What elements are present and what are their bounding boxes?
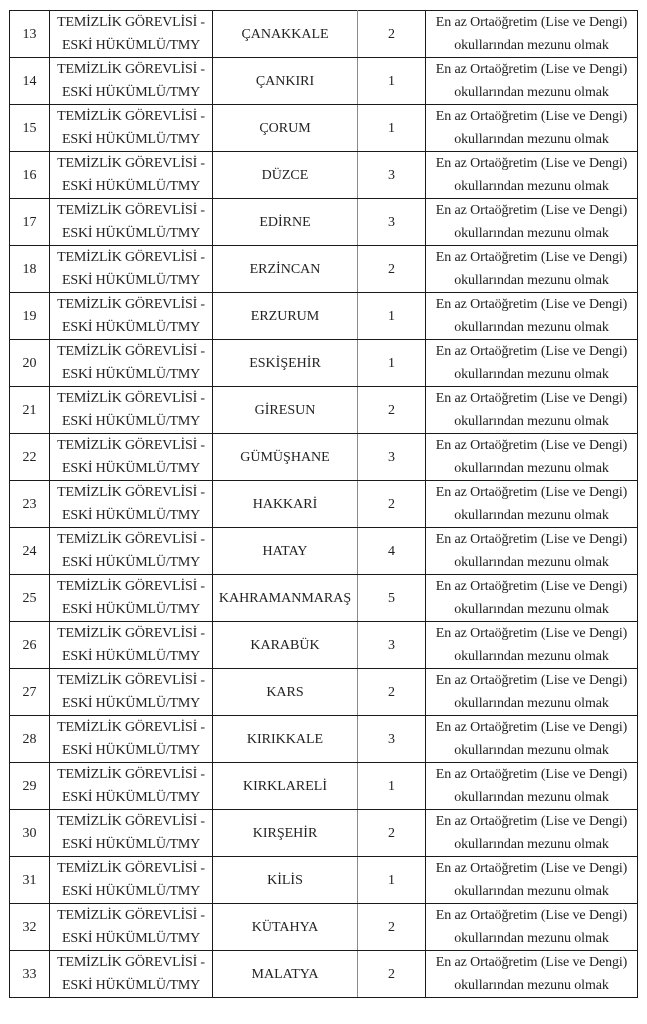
row-number-cell: 20 — [10, 340, 50, 387]
requirement-line-1: En az Ortaöğretim (Lise ve Dengi) — [435, 15, 628, 30]
position-title-line-1: TEMİZLİK GÖREVLİSİ - — [57, 532, 205, 547]
position-title-cell — [50, 246, 213, 293]
vacancy-count-cell: 1 — [358, 293, 426, 340]
requirement-line-1: En az Ortaöğretim (Lise ve Dengi) — [435, 297, 628, 312]
table-row — [10, 11, 638, 58]
requirement-cell — [426, 387, 638, 434]
table-row — [10, 528, 638, 575]
position-title-line-2: ESKİ HÜKÜMLÜ/TMY — [62, 602, 200, 617]
vacancy-table-body — [10, 11, 638, 998]
province-cell: ERZİNCAN — [213, 246, 358, 293]
requirement-line-2: okullarından mezunu olmak — [454, 790, 609, 805]
position-title-cell — [50, 951, 213, 998]
province-cell: KİLİS — [213, 857, 358, 904]
requirement-line-2: okullarından mezunu olmak — [454, 226, 609, 241]
row-number-cell: 26 — [10, 622, 50, 669]
requirement-line-1: En az Ortaöğretim (Lise ve Dengi) — [435, 579, 628, 594]
requirement-cell — [426, 246, 638, 293]
vacancy-count-cell: 2 — [358, 481, 426, 528]
requirement-cell — [426, 763, 638, 810]
province-cell: KÜTAHYA — [213, 904, 358, 951]
table-row — [10, 340, 638, 387]
table-row — [10, 716, 638, 763]
row-number-cell: 24 — [10, 528, 50, 575]
requirement-line-1: En az Ortaöğretim (Lise ve Dengi) — [435, 767, 628, 782]
requirement-line-2: okullarından mezunu olmak — [454, 555, 609, 570]
row-number-cell: 31 — [10, 857, 50, 904]
table-row — [10, 199, 638, 246]
vacancy-count-cell: 1 — [358, 340, 426, 387]
position-title-line-1: TEMİZLİK GÖREVLİSİ - — [57, 814, 205, 829]
requirement-line-2: okullarından mezunu olmak — [454, 414, 609, 429]
requirement-line-2: okullarından mezunu olmak — [454, 461, 609, 476]
requirement-line-1: En az Ortaöğretim (Lise ve Dengi) — [435, 156, 628, 171]
position-title-line-2: ESKİ HÜKÜMLÜ/TMY — [62, 555, 200, 570]
position-title-line-1: TEMİZLİK GÖREVLİSİ - — [57, 626, 205, 641]
position-title-line-1: TEMİZLİK GÖREVLİSİ - — [57, 720, 205, 735]
position-title-line-1: TEMİZLİK GÖREVLİSİ - — [57, 579, 205, 594]
row-number-cell: 18 — [10, 246, 50, 293]
requirement-cell — [426, 152, 638, 199]
requirement-line-2: okullarından mezunu olmak — [454, 602, 609, 617]
position-title-cell — [50, 622, 213, 669]
position-title-cell — [50, 293, 213, 340]
vacancy-count-cell: 2 — [358, 246, 426, 293]
requirement-cell — [426, 622, 638, 669]
position-title-line-2: ESKİ HÜKÜMLÜ/TMY — [62, 790, 200, 805]
province-cell: ÇANAKKALE — [213, 11, 358, 58]
province-cell: GİRESUN — [213, 387, 358, 434]
position-title-line-2: ESKİ HÜKÜMLÜ/TMY — [62, 837, 200, 852]
position-title-line-2: ESKİ HÜKÜMLÜ/TMY — [62, 414, 200, 429]
row-number-cell: 21 — [10, 387, 50, 434]
requirement-line-2: okullarından mezunu olmak — [454, 743, 609, 758]
position-title-cell — [50, 387, 213, 434]
province-cell: KARS — [213, 669, 358, 716]
position-title-line-1: TEMİZLİK GÖREVLİSİ - — [57, 297, 205, 312]
row-number-cell: 33 — [10, 951, 50, 998]
requirement-cell — [426, 105, 638, 152]
position-title-cell — [50, 481, 213, 528]
requirement-line-2: okullarından mezunu olmak — [454, 931, 609, 946]
vacancy-count-cell: 2 — [358, 11, 426, 58]
vacancy-count-cell: 2 — [358, 810, 426, 857]
position-title-line-2: ESKİ HÜKÜMLÜ/TMY — [62, 978, 200, 993]
requirement-cell — [426, 951, 638, 998]
position-title-line-1: TEMİZLİK GÖREVLİSİ - — [57, 250, 205, 265]
province-cell: GÜMÜŞHANE — [213, 434, 358, 481]
table-row — [10, 575, 638, 622]
row-number-cell: 19 — [10, 293, 50, 340]
vacancy-count-cell: 2 — [358, 951, 426, 998]
position-title-line-1: TEMİZLİK GÖREVLİSİ - — [57, 203, 205, 218]
province-cell: KIRŞEHİR — [213, 810, 358, 857]
position-title-line-2: ESKİ HÜKÜMLÜ/TMY — [62, 884, 200, 899]
position-title-line-1: TEMİZLİK GÖREVLİSİ - — [57, 15, 205, 30]
position-title-line-2: ESKİ HÜKÜMLÜ/TMY — [62, 132, 200, 147]
requirement-cell — [426, 575, 638, 622]
requirement-line-1: En az Ortaöğretim (Lise ve Dengi) — [435, 955, 628, 970]
table-row — [10, 293, 638, 340]
table-row — [10, 810, 638, 857]
row-number-cell: 17 — [10, 199, 50, 246]
row-number-cell: 30 — [10, 810, 50, 857]
position-title-cell — [50, 669, 213, 716]
requirement-line-1: En az Ortaöğretim (Lise ve Dengi) — [435, 391, 628, 406]
position-title-line-1: TEMİZLİK GÖREVLİSİ - — [57, 908, 205, 923]
position-title-line-1: TEMİZLİK GÖREVLİSİ - — [57, 485, 205, 500]
row-number-cell: 15 — [10, 105, 50, 152]
requirement-line-1: En az Ortaöğretim (Lise ve Dengi) — [435, 720, 628, 735]
requirement-cell — [426, 434, 638, 481]
position-title-line-1: TEMİZLİK GÖREVLİSİ - — [57, 391, 205, 406]
position-title-cell — [50, 716, 213, 763]
requirement-cell — [426, 669, 638, 716]
position-title-cell — [50, 199, 213, 246]
table-row — [10, 622, 638, 669]
position-title-line-1: TEMİZLİK GÖREVLİSİ - — [57, 955, 205, 970]
position-title-line-1: TEMİZLİK GÖREVLİSİ - — [57, 109, 205, 124]
vacancy-count-cell: 2 — [358, 904, 426, 951]
position-title-cell — [50, 857, 213, 904]
requirement-cell — [426, 293, 638, 340]
vacancy-count-cell: 2 — [358, 669, 426, 716]
position-title-line-2: ESKİ HÜKÜMLÜ/TMY — [62, 649, 200, 664]
vacancy-count-cell: 3 — [358, 434, 426, 481]
position-title-line-2: ESKİ HÜKÜMLÜ/TMY — [62, 38, 200, 53]
requirement-line-2: okullarından mezunu olmak — [454, 320, 609, 335]
table-row — [10, 763, 638, 810]
requirement-cell — [426, 716, 638, 763]
province-cell: MALATYA — [213, 951, 358, 998]
table-row — [10, 669, 638, 716]
requirement-line-1: En az Ortaöğretim (Lise ve Dengi) — [435, 438, 628, 453]
position-title-cell — [50, 528, 213, 575]
requirement-line-1: En az Ortaöğretim (Lise ve Dengi) — [435, 861, 628, 876]
requirement-line-1: En az Ortaöğretim (Lise ve Dengi) — [435, 203, 628, 218]
position-title-cell — [50, 434, 213, 481]
row-number-cell: 27 — [10, 669, 50, 716]
position-title-cell — [50, 152, 213, 199]
table-row — [10, 951, 638, 998]
requirement-line-1: En az Ortaöğretim (Lise ve Dengi) — [435, 532, 628, 547]
position-title-line-1: TEMİZLİK GÖREVLİSİ - — [57, 673, 205, 688]
requirement-cell — [426, 481, 638, 528]
table-row — [10, 904, 638, 951]
province-cell: ESKİŞEHİR — [213, 340, 358, 387]
requirement-line-1: En az Ortaöğretim (Lise ve Dengi) — [435, 673, 628, 688]
row-number-cell: 32 — [10, 904, 50, 951]
requirement-line-1: En az Ortaöğretim (Lise ve Dengi) — [435, 250, 628, 265]
position-title-cell — [50, 575, 213, 622]
province-cell: EDİRNE — [213, 199, 358, 246]
vacancy-count-cell: 1 — [358, 857, 426, 904]
requirement-line-2: okullarından mezunu olmak — [454, 85, 609, 100]
requirement-cell — [426, 11, 638, 58]
table-row — [10, 246, 638, 293]
position-title-line-1: TEMİZLİK GÖREVLİSİ - — [57, 861, 205, 876]
position-title-line-1: TEMİZLİK GÖREVLİSİ - — [57, 62, 205, 77]
vacancy-count-cell: 3 — [358, 199, 426, 246]
position-title-line-2: ESKİ HÜKÜMLÜ/TMY — [62, 179, 200, 194]
requirement-line-2: okullarından mezunu olmak — [454, 38, 609, 53]
position-title-cell — [50, 904, 213, 951]
row-number-cell: 14 — [10, 58, 50, 105]
position-title-line-1: TEMİZLİK GÖREVLİSİ - — [57, 344, 205, 359]
requirement-line-2: okullarından mezunu olmak — [454, 649, 609, 664]
row-number-cell: 28 — [10, 716, 50, 763]
table-row — [10, 152, 638, 199]
position-title-line-2: ESKİ HÜKÜMLÜ/TMY — [62, 508, 200, 523]
vacancy-count-cell: 4 — [358, 528, 426, 575]
position-title-cell — [50, 58, 213, 105]
requirement-cell — [426, 199, 638, 246]
position-title-line-2: ESKİ HÜKÜMLÜ/TMY — [62, 85, 200, 100]
position-title-cell — [50, 340, 213, 387]
position-title-line-2: ESKİ HÜKÜMLÜ/TMY — [62, 273, 200, 288]
province-cell: KARABÜK — [213, 622, 358, 669]
row-number-cell: 25 — [10, 575, 50, 622]
vacancy-count-cell: 3 — [358, 152, 426, 199]
requirement-line-1: En az Ortaöğretim (Lise ve Dengi) — [435, 908, 628, 923]
requirement-line-2: okullarından mezunu olmak — [454, 837, 609, 852]
requirement-line-2: okullarından mezunu olmak — [454, 884, 609, 899]
table-row — [10, 387, 638, 434]
requirement-line-2: okullarından mezunu olmak — [454, 978, 609, 993]
row-number-cell: 16 — [10, 152, 50, 199]
vacancy-count-cell: 5 — [358, 575, 426, 622]
position-title-line-1: TEMİZLİK GÖREVLİSİ - — [57, 767, 205, 782]
requirement-cell — [426, 340, 638, 387]
table-row — [10, 857, 638, 904]
position-title-cell — [50, 810, 213, 857]
province-cell: KIRIKKALE — [213, 716, 358, 763]
row-number-cell: 29 — [10, 763, 50, 810]
province-cell: ÇORUM — [213, 105, 358, 152]
vacancy-count-cell: 1 — [358, 763, 426, 810]
vacancy-count-cell: 3 — [358, 716, 426, 763]
vacancy-count-cell: 2 — [358, 387, 426, 434]
table-row — [10, 481, 638, 528]
requirement-line-2: okullarından mezunu olmak — [454, 367, 609, 382]
row-number-cell: 22 — [10, 434, 50, 481]
vacancy-count-cell: 1 — [358, 105, 426, 152]
requirement-line-2: okullarından mezunu olmak — [454, 273, 609, 288]
requirement-line-1: En az Ortaöğretim (Lise ve Dengi) — [435, 626, 628, 641]
table-row — [10, 58, 638, 105]
position-title-cell — [50, 11, 213, 58]
province-cell: KIRKLARELİ — [213, 763, 358, 810]
province-cell: HAKKARİ — [213, 481, 358, 528]
vacancy-count-cell: 3 — [358, 622, 426, 669]
position-title-cell — [50, 763, 213, 810]
position-title-line-2: ESKİ HÜKÜMLÜ/TMY — [62, 320, 200, 335]
vacancy-table — [9, 10, 638, 998]
requirement-cell — [426, 810, 638, 857]
province-cell: HATAY — [213, 528, 358, 575]
position-title-line-2: ESKİ HÜKÜMLÜ/TMY — [62, 931, 200, 946]
position-title-cell — [50, 105, 213, 152]
table-row — [10, 105, 638, 152]
province-cell: ÇANKIRI — [213, 58, 358, 105]
position-title-line-2: ESKİ HÜKÜMLÜ/TMY — [62, 367, 200, 382]
requirement-line-2: okullarından mezunu olmak — [454, 508, 609, 523]
row-number-cell: 13 — [10, 11, 50, 58]
requirement-line-2: okullarından mezunu olmak — [454, 696, 609, 711]
requirement-line-1: En az Ortaöğretim (Lise ve Dengi) — [435, 344, 628, 359]
requirement-cell — [426, 857, 638, 904]
position-title-line-2: ESKİ HÜKÜMLÜ/TMY — [62, 743, 200, 758]
position-title-line-2: ESKİ HÜKÜMLÜ/TMY — [62, 461, 200, 476]
province-cell: ERZURUM — [213, 293, 358, 340]
requirement-cell — [426, 904, 638, 951]
requirement-line-2: okullarından mezunu olmak — [454, 132, 609, 147]
province-cell: KAHRAMANMARAŞ — [213, 575, 358, 622]
requirement-line-1: En az Ortaöğretim (Lise ve Dengi) — [435, 485, 628, 500]
requirement-cell — [426, 528, 638, 575]
requirement-line-2: okullarından mezunu olmak — [454, 179, 609, 194]
position-title-line-1: TEMİZLİK GÖREVLİSİ - — [57, 156, 205, 171]
position-title-line-1: TEMİZLİK GÖREVLİSİ - — [57, 438, 205, 453]
requirement-cell — [426, 58, 638, 105]
row-number-cell: 23 — [10, 481, 50, 528]
requirement-line-1: En az Ortaöğretim (Lise ve Dengi) — [435, 814, 628, 829]
table-row — [10, 434, 638, 481]
requirement-line-1: En az Ortaöğretim (Lise ve Dengi) — [435, 109, 628, 124]
province-cell: DÜZCE — [213, 152, 358, 199]
requirement-line-1: En az Ortaöğretim (Lise ve Dengi) — [435, 62, 628, 77]
position-title-line-2: ESKİ HÜKÜMLÜ/TMY — [62, 696, 200, 711]
position-title-line-2: ESKİ HÜKÜMLÜ/TMY — [62, 226, 200, 241]
vacancy-count-cell: 1 — [358, 58, 426, 105]
